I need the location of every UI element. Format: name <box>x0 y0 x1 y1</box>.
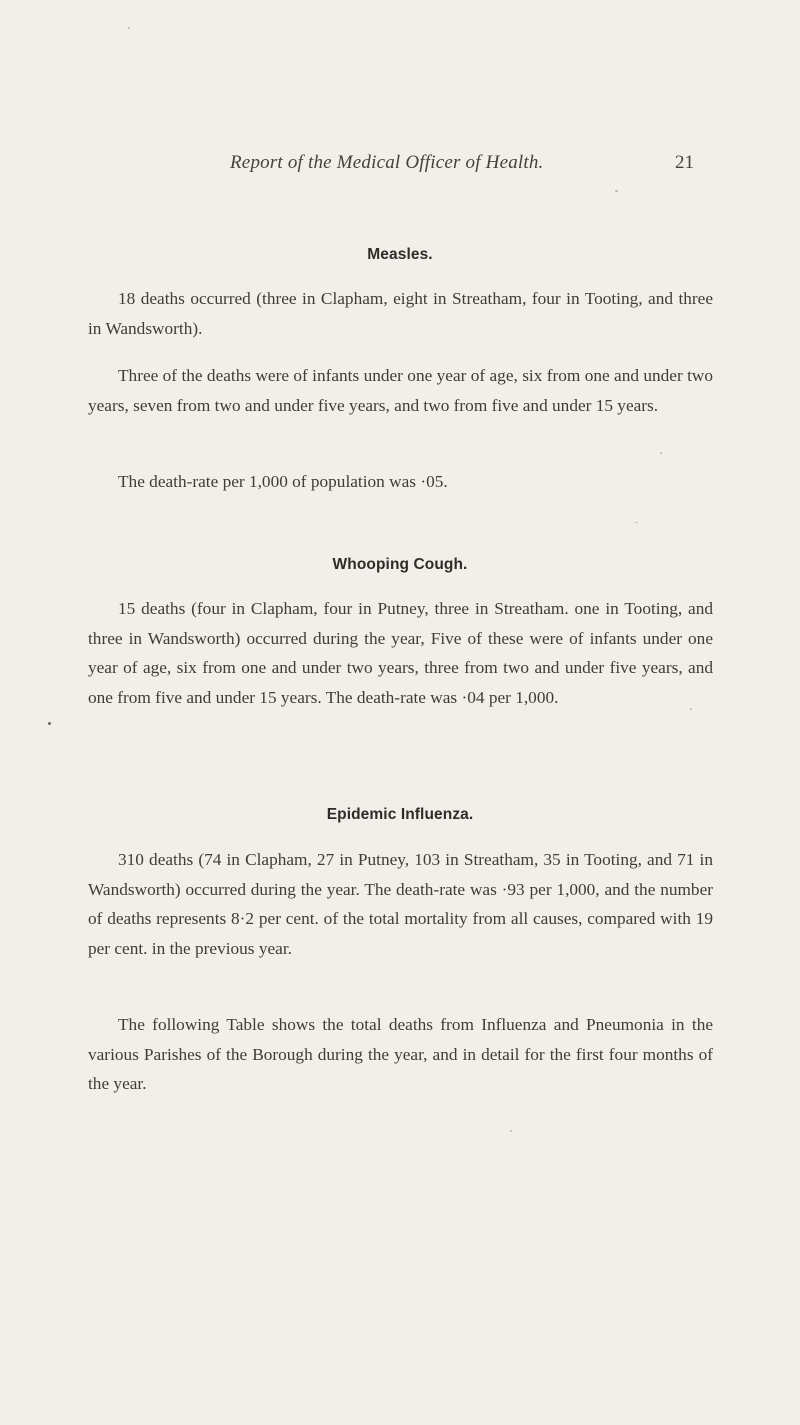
measles-paragraph-3 <box>88 467 713 497</box>
paper-speck <box>690 708 692 710</box>
section-heading-measles: Measles. <box>367 246 433 263</box>
section-heading-epidemic-influenza: Epidemic Influenza. <box>326 806 474 823</box>
influenza-paragraph-1 <box>88 845 713 963</box>
influenza-paragraph-2-text: The following Table shows the total deaths from Influenza and Pneumonia in the various Parishes of the Borough during the year, and in detail for the first four months of the year. <box>88 1015 713 1093</box>
running-header <box>0 152 800 182</box>
running-title: Report of the Medical Officer of Health. <box>230 152 544 173</box>
section-heading-whooping-cough: Whooping Cough. <box>332 556 468 573</box>
paper-speck <box>48 722 51 725</box>
measles-paragraph-1-text: 18 deaths occurred (three in Clapham, eight in Streatham, four in Tooting, and three in Wandsworth). <box>88 289 713 338</box>
measles-paragraph-3-text: The death-rate per 1,000 of population was ·05. <box>118 472 448 491</box>
measles-paragraph-2-text: Three of the deaths were of infants under one year of age, six from one and under two years, seven from two and under five years, and two from five and under 15 years. <box>88 366 713 415</box>
measles-paragraph-1 <box>88 284 713 343</box>
page-number: 21 <box>675 152 694 173</box>
paper-speck <box>510 1130 512 1132</box>
whooping-cough-paragraph-1 <box>88 594 713 712</box>
paper-speck <box>128 27 130 29</box>
influenza-paragraph-2 <box>88 1010 713 1099</box>
influenza-paragraph-1-text: 310 deaths (74 in Clapham, 27 in Putney, 103 in Streatham, 35 in Tooting, and 71 in Wandsworth) occurred during the year. The death-rate was ·93 per 1,000, and the number of deaths represents 8·2 per cent. of the total mortality from all causes, compared with 19 per cent. in the previous year. <box>88 850 713 958</box>
paper-speck <box>635 522 638 523</box>
whooping-cough-paragraph-1-text: 15 deaths (four in Clapham, four in Putney, three in Streatham. one in Tooting, and three in Wandsworth) occurred during the year, Five of these were of infants under one year of age, six from one and under two years, three from two and under five years, and one from five and under 15 years. The death-rate was ·04 per 1,000. <box>88 599 713 707</box>
paper-speck <box>660 452 662 454</box>
paper-speck <box>615 190 618 192</box>
measles-paragraph-2 <box>88 361 713 420</box>
